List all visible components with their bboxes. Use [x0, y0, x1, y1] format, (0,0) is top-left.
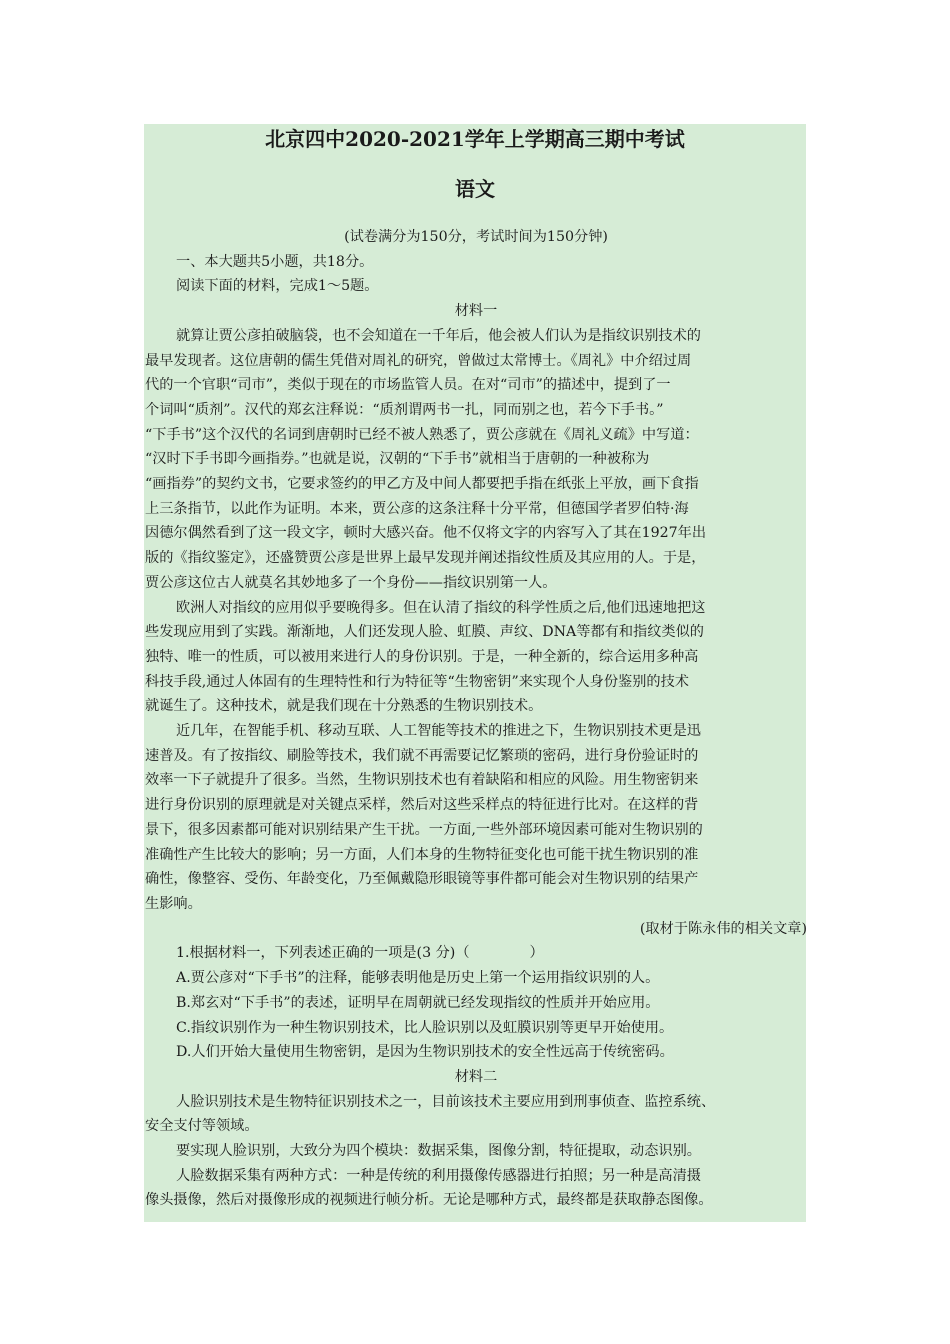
text-line: “画指券”的契约文书，它要求签约的甲乙方及中间人都要把手指在纸张上平放，画下食指	[145, 476, 699, 493]
text-line: 独特、唯一的性质，可以被用来进行人的身份识别。于是，一种全新的，综合运用多种高	[145, 648, 699, 665]
question-stem	[145, 941, 807, 966]
text-line: 人脸数据采集有两种方式：一种是传统的利用摄像传感器进行拍照；另一种是高清摄	[176, 1167, 701, 1184]
exam-body	[145, 225, 807, 1213]
text-line: 确性，像整容、受伤、年龄变化，乃至佩戴隐形眼镜等事件都可能会对生物识别的结果产	[145, 871, 699, 888]
text-line: 准确性产生比较大的影响；另一方面，人们本身的生物特征变化也可能干扰生物识别的准	[145, 846, 699, 863]
text-line: “汉时下手书即今画指券。”也就是说，汉朝的“下手书”就相当于唐朝的一种被称为	[145, 451, 650, 468]
text-line: 些发现应用到了实践。渐渐地，人们还发现人脸、虹膜、声纹、DNA等都有和指纹类似的	[145, 624, 704, 641]
text-line: 欧洲人对指纹的应用似乎要晚得多。但在认清了指纹的科学性质之后,他们迅速地把这	[176, 599, 706, 616]
text-line: 生影响。	[145, 895, 202, 912]
source-citation: (取材于陈永伟的相关文章)	[639, 920, 807, 937]
exam-note: (试卷满分为150分，考试时间为150分钟)	[344, 229, 608, 245]
text-line: 效率一下子就提升了很多。当然，生物识别技术也有着缺陷和相应的风险。用生物密钥来	[145, 772, 699, 789]
option-b: B.郑玄对“下手书”的表述，证明早在周朝就已经发现指纹的性质并开始应用。	[176, 994, 660, 1011]
option-c: C.指纹识别作为一种生物识别技术，比人脸识别以及虹膜识别等更早开始使用。	[176, 1019, 674, 1036]
text-line: 最早发现者。这位唐朝的儒生凭借对周礼的研究，曾做过太常博士。《周礼》中介绍过周	[145, 352, 692, 369]
text-line: 就算让贾公彦拍破脑袋，也不会知道在一千年后，他会被人们认为是指纹识别技术的	[176, 327, 701, 344]
text-line: 因德尔偶然看到了这一段文字，顿时大感兴奋。他不仅将文字的内容写入了其在1927年出	[145, 525, 707, 542]
section-heading: 一、本大题共5小题，共18分。	[176, 253, 374, 270]
text-line: 要实现人脸识别，大致分为四个模块：数据采集，图像分割，特征提取，动态识别。	[176, 1143, 701, 1160]
text-line: 速普及。有了按指纹、刷脸等技术，我们就不再需要记忆繁琐的密码，进行身份验证时的	[145, 747, 699, 764]
text-line: 景下，很多因素都可能对识别结果产生干扰。一方面,一些外部环境因素可能对生物识别的	[145, 821, 703, 838]
material-heading: 材料二	[454, 1068, 498, 1085]
text-line: “下手书”这个汉代的名词到唐朝时已经不被人熟悉了，贾公彦就在《周礼义疏》中写道：	[145, 426, 699, 443]
text-line: 版的《指纹鉴定》，还盛赞贾公彦是世界上最早发现并阐述指纹性质及其应用的人。于是，	[145, 550, 706, 567]
text-line: 像头摄像，然后对摄像形成的视频进行帧分析。无论是哪种方式，最终都是获取静态图像。	[145, 1192, 713, 1209]
question-text: 1.根据材料一，下列表述正确的一项是(3 分)（	[176, 945, 470, 962]
text-line: 科技手段,通过人体固有的生理特性和行为特征等“生物密钥”来实现个人身份鉴别的技术	[145, 673, 689, 690]
text-line: 上三条指节，以此作为证明。本来，贾公彦的这条注释十分平常，但德国学者罗伯特·海	[145, 500, 689, 517]
option-d: D.人们开始大量使用生物密钥，是因为生物识别技术的安全性远高于传统密码。	[176, 1044, 674, 1061]
text-line: 安全支付等领域。	[145, 1118, 259, 1135]
text-line: 近几年，在智能手机、移动互联、人工智能等技术的推进之下，生物识别技术更是迅	[176, 723, 701, 740]
instruction: 阅读下面的材料，完成1～5题。	[176, 278, 379, 295]
material-heading: 材料一	[454, 303, 498, 320]
option-a: A.贾公彦对“下手书”的注释，能够表明他是历史上第一个运用指纹识别的人。	[176, 970, 660, 987]
text-line: 就诞生了。这种技术，就是我们现在十分熟悉的生物识别技术。	[145, 698, 543, 715]
text-line: 代的一个官职“司市”，类似于现在的市场监管人员。在对“司市”的描述中，提到了一	[145, 377, 671, 394]
subject-heading: 语文	[455, 177, 495, 201]
text-line: 个词叫“质剂”。汉代的郑玄注释说：“质剂谓两书一扎，同而别之也，若今下手书。”	[145, 401, 664, 418]
question-bracket: ）	[529, 945, 544, 962]
text-line: 人脸识别技术是生物特征识别技术之一，目前该技术主要应用到刑事侦查、监控系统、	[176, 1093, 716, 1110]
text-line: 贾公彦这位古人就莫名其妙地多了一个身份——指纹识别第一人。	[145, 574, 557, 591]
text-line: 进行身份识别的原理就是对关键点采样，然后对这些采样点的特征进行比对。在这样的背	[145, 797, 699, 814]
exam-title: 北京四中2020-2021学年上学期高三期中考试	[265, 127, 685, 151]
